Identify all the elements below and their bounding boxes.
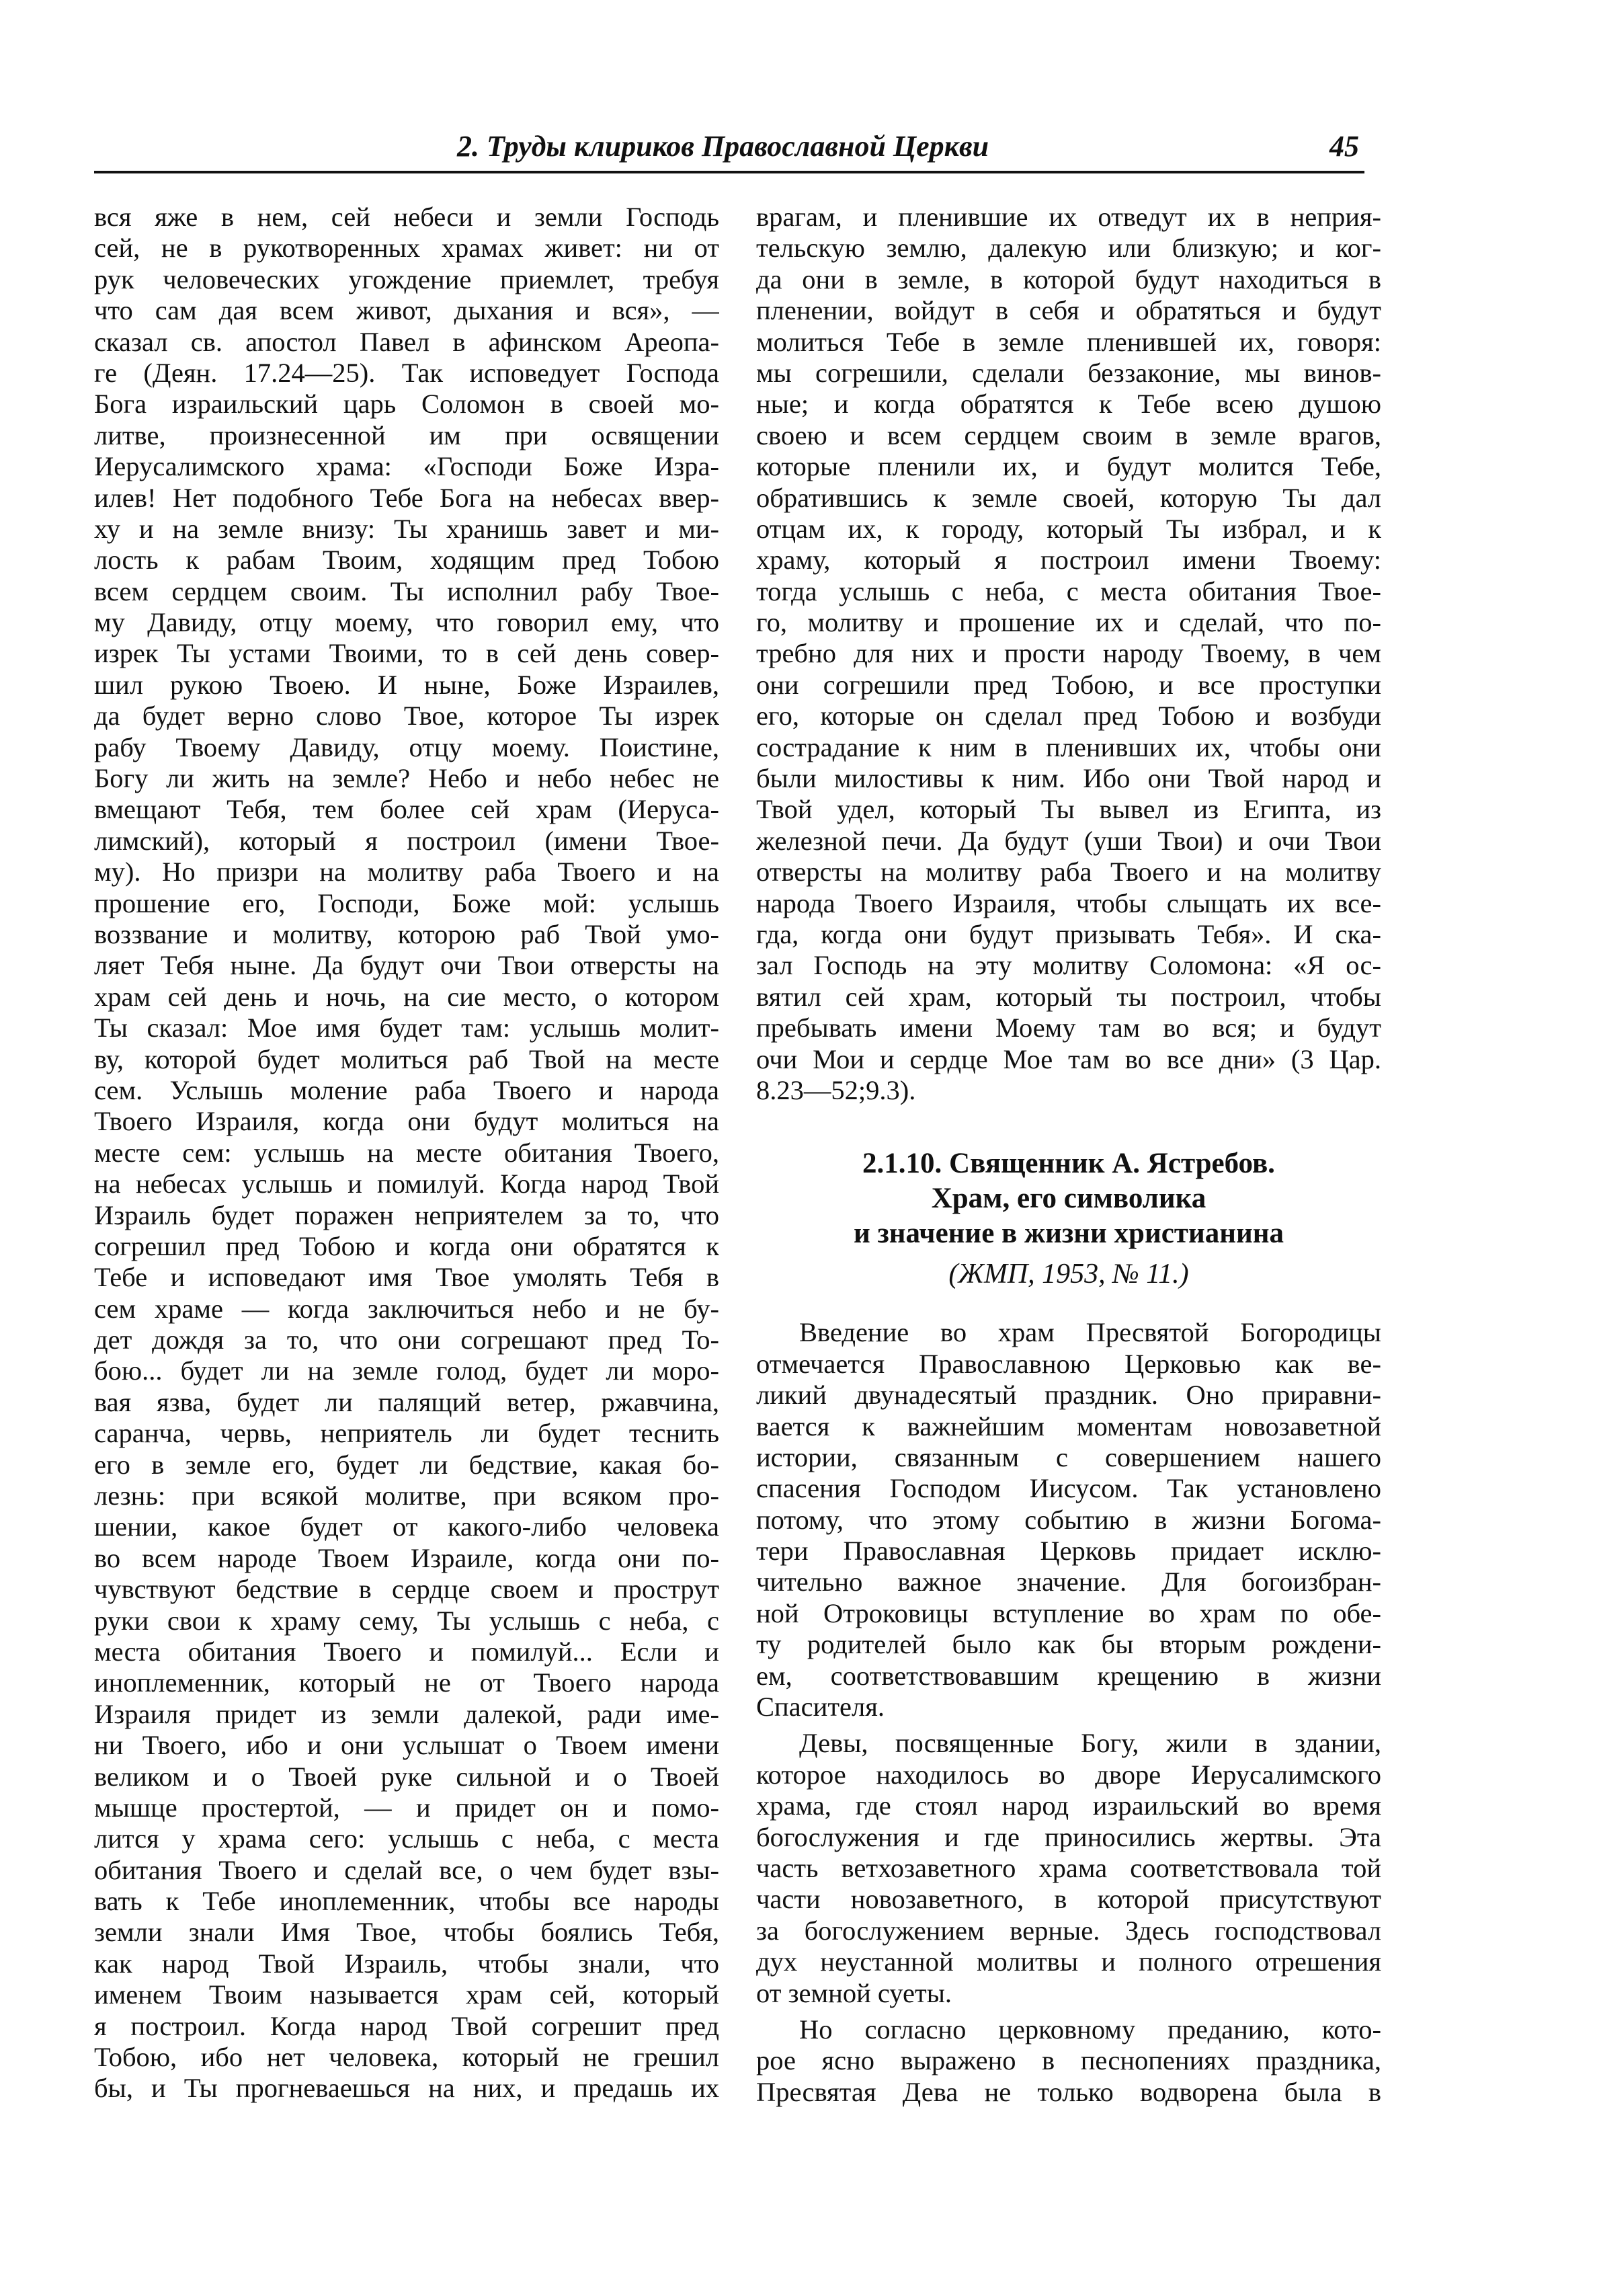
- text-line: саранча, червь, неприятель ли будет теснить: [94, 1418, 719, 1449]
- text-line: они согрешили пред Тобою, и все проступки: [756, 669, 1381, 700]
- text-line: пребывать имени Моему там во вся; и будут: [756, 1013, 1381, 1043]
- text-line: Иерусалимского храма: «Господи Боже Изра-: [94, 451, 719, 482]
- text-line: Богу ли жить на земле? Небо и небо небес не: [94, 763, 719, 794]
- text-line: ту родителей было как бы вторым рождени-: [756, 1629, 1381, 1660]
- text-line: своею и всем сердцем своим в земле врагов,: [756, 420, 1381, 450]
- text-line: чувствуют бедствие в сердце своем и прострут: [94, 1574, 719, 1605]
- text-line: народа Твоего Израиля, чтобы слыщать их все-: [756, 887, 1381, 918]
- text-line: Введение во храм Пресвятой Богородицы: [799, 1317, 1381, 1348]
- text-line: храма, где стоял народ израильский во время: [756, 1790, 1381, 1821]
- text-line: Но согласно церковному преданию, кото-: [799, 2014, 1381, 2045]
- text-line: железной печи. Да будут (уши Твои) и очи Твои: [756, 825, 1381, 856]
- text-line: шении, какое будет от какого-либо человека: [94, 1511, 719, 1542]
- text-line: были милостивы к ним. Ибо они Твой народ и: [756, 763, 1381, 794]
- text-line: воззвание и молитву, которою раб Твой умо-: [94, 918, 719, 949]
- text-line: как народ Твой Израиль, чтобы знали, что: [94, 1948, 719, 1979]
- text-line: потому, что этому событию в жизни Богома-: [756, 1504, 1381, 1535]
- section-title-line: Храм, его символика: [931, 1183, 1206, 1215]
- text-line: шил рукою Твоею. И ныне, Боже Израилев,: [94, 669, 719, 700]
- text-line: дух неустанной молитвы и полного отрешения: [756, 1946, 1381, 1977]
- text-line: Тебе и исповедают имя Твое умолять Тебя в: [94, 1262, 719, 1293]
- page-number: 45: [1329, 130, 1359, 163]
- text-line: я построил. Когда народ Твой согрешит пред: [94, 2010, 719, 2041]
- text-line: бы, и Ты прогневаешься на них, и предашь их: [94, 2073, 719, 2104]
- text-line: мы согрешили, сделали беззаконие, мы винов-: [756, 357, 1381, 388]
- section-source: (ЖМП, 1953, № 11.): [948, 1259, 1189, 1290]
- section-title-line: 2.1.10. Священник А. Ястребов.: [862, 1148, 1275, 1180]
- paragraph: [756, 1317, 1381, 1723]
- text-line: Девы, посвященные Богу, жили в здании,: [799, 1728, 1381, 1759]
- text-line: бою... будет ли на земле голод, будет ли моро-: [94, 1355, 719, 1386]
- text-line: храм сей день и ночь, на сие место, о котором: [94, 981, 719, 1012]
- text-line: литве, произнесенной им при освящении: [94, 420, 719, 450]
- text-line: Ты сказал: Мое имя будет там: услышь молит-: [94, 1013, 719, 1043]
- text-line: пленении, войдут в себя и обратяться и будут: [756, 295, 1381, 326]
- text-line: именем Твоим называется храм сей, который: [94, 1979, 719, 2010]
- text-line: илев! Нет подобного Тебе Бога на небесах ввер-: [94, 482, 719, 513]
- text-line: молиться Тебе в земле пленившей их, говоря:: [756, 326, 1381, 357]
- text-line: обитания Твоего и сделай все, о чем будет взы-: [94, 1854, 719, 1885]
- text-line: от земной суеты.: [756, 1977, 952, 2008]
- text-line: да будет верно слово Твое, которое Ты изрек: [94, 701, 719, 731]
- right-column-text: [756, 202, 1381, 1106]
- text-line: согрешил пред Тобою и когда они обратятся к: [94, 1230, 719, 1261]
- text-line: вятил сей храм, который ты построил, чтобы: [756, 981, 1381, 1012]
- text-line: вмещают Тебя, тем более сей храм (Иеруса-: [94, 794, 719, 825]
- text-line: врагам, и пленившие их отведут их в неприя-: [756, 202, 1381, 232]
- text-line: гда, когда они будут призывать Тебя». И ска-: [756, 918, 1381, 949]
- text-line: му). Но призри на молитву раба Твоего и на: [94, 857, 719, 887]
- text-line: рук человеческих угождение приемлет, требуя: [94, 264, 719, 294]
- text-line: отцам их, к городу, который Ты избрал, и к: [756, 513, 1381, 544]
- text-line: зал Господь на эту молитву Соломона: «Я ос-: [756, 950, 1381, 981]
- text-line: обратившись к земле своей, которую Ты дал: [756, 482, 1381, 513]
- text-line: ху и на земле внизу: Ты хранишь завет и ми-: [94, 513, 719, 544]
- text-line: дет дождя за то, что они согрешают пред То-: [94, 1324, 719, 1355]
- text-line: го, молитву и прошение их и сделай, что по-: [756, 607, 1381, 638]
- text-line: которое находилось во дворе Иерусалимского: [756, 1759, 1381, 1790]
- text-line: ляет Тебя ныне. Да будут очи Твои отверсты на: [94, 950, 719, 981]
- text-line: места обитания Твоего и помилуй... Если и: [94, 1636, 719, 1667]
- text-line: Пресвятая Дева не только водворена была в: [756, 2076, 1381, 2107]
- text-line: сей, не в рукотворенных храмах живет: ни от: [94, 233, 719, 264]
- text-line: ни Твоего, ибо и они услышат о Твоем имени: [94, 1730, 719, 1761]
- text-line: богослужения и где приносились жертвы. Эта: [756, 1821, 1381, 1852]
- text-line: лезнь: при всякой молитве, при всяком про-: [94, 1480, 719, 1511]
- text-line: тогда услышь с неба, с места обитания Твое-: [756, 576, 1381, 606]
- text-line: ву, которой будет молиться раб Твой на месте: [94, 1043, 719, 1074]
- text-line: ликий двунадесятый праздник. Оно приравни-: [756, 1380, 1381, 1411]
- text-line: его в земле его, будет ли бедствие, какая бо-: [94, 1449, 719, 1480]
- text-line: отверсты на молитву раба Твоего и на молитву: [756, 857, 1381, 887]
- text-line: спасения Господом Иисусом. Так установлено: [756, 1473, 1381, 1504]
- text-line: сем храме — когда заключиться небо и не бу-: [94, 1293, 719, 1324]
- running-title: 2. Труды клириков Православной Церкви: [457, 130, 989, 163]
- text-line: Твоего Израиля, когда они будут молиться на: [94, 1106, 719, 1137]
- text-line: ем, соответствовавшим крещению в жизни: [756, 1660, 1381, 1691]
- text-line: Твой удел, который Ты вывел из Египта, из: [756, 794, 1381, 825]
- text-line: великом и о Твоей руке сильной и о Твоей: [94, 1761, 719, 1792]
- text-line: земли знали Имя Твое, чтобы боялись Тебя,: [94, 1917, 719, 1948]
- text-line: иноплеменник, который не от Твоего народа: [94, 1667, 719, 1698]
- text-line: лимский), который я построил (имени Твое-: [94, 825, 719, 856]
- text-line: Израиля придет из земли далекой, ради име-: [94, 1698, 719, 1729]
- right-column: [756, 202, 1381, 2108]
- text-line: вать к Тебе иноплеменник, чтобы все народы: [94, 1886, 719, 1917]
- text-line: вается к важнейшим моментам новозаветной: [756, 1411, 1381, 1441]
- text-line: на небесах услышь и помилуй. Когда народ Твой: [94, 1169, 719, 1199]
- text-line: вся яже в нем, сей небеси и земли Господь: [94, 202, 719, 232]
- text-line: всем сердцем своим. Ты исполнил рабу Твое-: [94, 576, 719, 606]
- text-line: ге (Деян. 17.24—25). Так исповедует Господа: [94, 357, 719, 388]
- text-line: да они в земле, в которой будут находиться в: [756, 264, 1381, 294]
- text-line: прошение его, Господи, Боже мой: услышь: [94, 887, 719, 918]
- article-body: [756, 1317, 1381, 2108]
- text-line: за богослужением верные. Здесь господствовал: [756, 1915, 1381, 1946]
- left-column-text: [94, 202, 719, 2104]
- text-line: 8.23—52;9.3).: [756, 1074, 916, 1105]
- paragraph: [756, 2014, 1381, 2108]
- text-line: тери Православная Церковь придает исклю-: [756, 1536, 1381, 1567]
- text-line: руки свои к храму сему, Ты услышь с неба, с: [94, 1605, 719, 1636]
- text-line: тельскую землю, далекую или близкую; и ког-: [756, 233, 1381, 264]
- text-line: вая язва, будет ли палящий ветер, ржавчина,: [94, 1386, 719, 1417]
- text-line: рабу Твоему Давиду, отцу моему. Поистине,: [94, 731, 719, 762]
- text-line: сострадание к ним в пленивших их, чтобы они: [756, 731, 1381, 762]
- text-line: рое ясно выражено в песнопениях праздника,: [756, 2045, 1381, 2076]
- running-header: [94, 128, 1364, 173]
- text-line: месте сем: услышь на месте обитания Твоего,: [94, 1137, 719, 1168]
- text-line: му Давиду, отцу моему, что говорил ему, что: [94, 607, 719, 638]
- text-line: лость к рабам Твоим, ходящим пред Тобою: [94, 545, 719, 576]
- text-line: Тобою, ибо нет человека, который не грешил: [94, 2042, 719, 2073]
- text-line: сказал св. апостол Павел в афинском Ареопа-: [94, 326, 719, 357]
- section-heading: [756, 1146, 1381, 1292]
- text-line: Спасителя.: [756, 1692, 885, 1723]
- text-line: во всем народе Твоем Израиле, когда они по-: [94, 1542, 719, 1573]
- text-line: истории, связанным с совершением нашего: [756, 1441, 1381, 1472]
- text-line: ные; и когда обратятся к Тебе всею душою: [756, 389, 1381, 420]
- text-line: изрек Ты устами Твоими, то в сей день совер-: [94, 638, 719, 669]
- text-line: лится у храма сего: услышь с неба, с места: [94, 1823, 719, 1854]
- text-line: отмечается Православною Церковью как ве-: [756, 1348, 1381, 1379]
- text-line: ной Отроковицы вступление во храм по обе-: [756, 1597, 1381, 1628]
- text-line: сем. Услышь моление раба Твоего и народа: [94, 1074, 719, 1105]
- text-line: требно для них и прости народу Твоему, в чем: [756, 638, 1381, 669]
- left-column: [94, 202, 719, 2104]
- text-line: часть ветхозаветного храма соответствовала той: [756, 1852, 1381, 1883]
- text-line: части новозаветного, в которой присутствуют: [756, 1884, 1381, 1915]
- text-line: его, которые он сделал пред Тобою и возбуди: [756, 701, 1381, 731]
- text-line: чительно важное значение. Для богоизбран-: [756, 1567, 1381, 1597]
- text-line: которые пленили их, и будут молится Тебе,: [756, 451, 1381, 482]
- text-line: мышце простертой, — и придет он и помо-: [94, 1792, 719, 1823]
- text-line: Бога израильский царь Соломон в своей мо-: [94, 389, 719, 420]
- text-line: очи Мои и сердце Мое там во все дни» (3 Цар.: [756, 1043, 1381, 1074]
- section-title-line: и значение в жизни христианина: [853, 1218, 1284, 1250]
- paragraph: [756, 1728, 1381, 2009]
- text-line: что сам дая всем живот, дыхания и вся», —: [94, 295, 719, 326]
- text-line: храму, который я построил имени Твоему:: [756, 545, 1381, 576]
- text-line: Израиль будет поражен неприятелем за то, что: [94, 1199, 719, 1230]
